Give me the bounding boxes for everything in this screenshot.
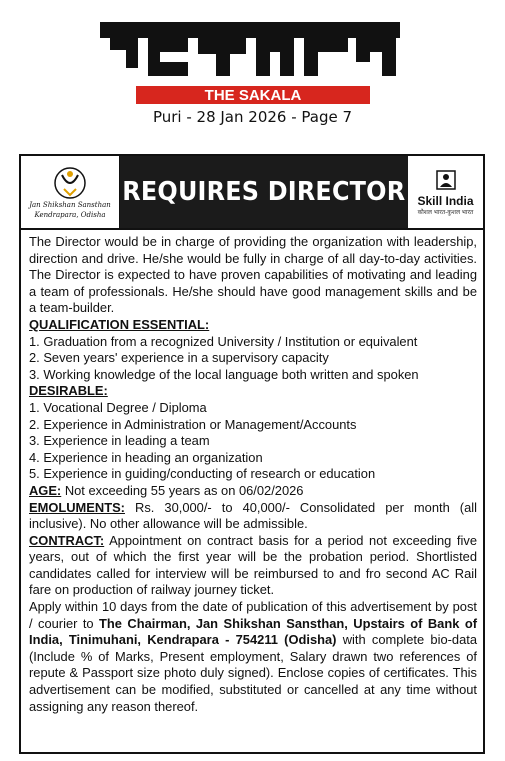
age-label: AGE: bbox=[29, 482, 62, 498]
emoluments-label: EMOLUMENTS: bbox=[29, 499, 125, 515]
contract-line bbox=[29, 533, 477, 599]
age-text: Not exceeding 55 years as on 06/02/2026 bbox=[61, 482, 304, 498]
edition-line: Puri - 28 Jan 2026 - Page 7 bbox=[152, 108, 353, 126]
org-logo bbox=[21, 156, 120, 228]
desirable-list bbox=[29, 400, 477, 483]
list-item: 5. Experience in guiding/conducting of research or education bbox=[29, 466, 376, 482]
apply-details: with complete bio-data (Include % of Marks, Present employment, Salary drawn two references of repute & Passport size photo duly signed). Enclose copies of certificates. This advertisement can be modified, substituted or cancelled at any time without assigning any reason thereof. bbox=[29, 632, 477, 714]
contract-label: CONTRACT: bbox=[29, 532, 105, 548]
age-line bbox=[29, 483, 477, 500]
ad-title-band bbox=[120, 156, 408, 228]
apply-paragraph bbox=[29, 599, 477, 715]
newspaper-masthead bbox=[0, 0, 505, 130]
apply-address: The Chairman, Jan Shikshan Sansthan, Upstairs of Bank of India, Tinimuhani, Kendrapara - 754211 (Odisha) bbox=[29, 615, 477, 648]
list-item: 2. Experience in Administration or Management/Accounts bbox=[29, 416, 357, 432]
skill-india-icon bbox=[435, 169, 457, 191]
list-item: 1. Graduation from a recognized University / Institution or equivalent bbox=[29, 333, 418, 349]
skill-india-tagline: कौशल भारत-कुशल भारत bbox=[417, 209, 474, 216]
ad-header bbox=[21, 156, 483, 230]
list-item: 1. Vocational Degree / Diploma bbox=[29, 399, 207, 415]
list-item: 2. Seven years' experience in a supervisory capacity bbox=[29, 350, 329, 366]
org-place: Kendrapara, Odisha bbox=[34, 211, 106, 219]
intro-text: The Director would be in charge of providing the organization with leadership, direction and drive. He/she would be fully in charge of all day-to-day activities. The Director is expected to have proven capabilities of motivating and leading a team of professionals. He/she should have good management skills and be a team-builder. bbox=[29, 234, 477, 316]
emoluments-line bbox=[29, 500, 477, 533]
org-name: Jan Shikshan Sansthan bbox=[29, 201, 111, 209]
skill-india-logo bbox=[408, 156, 483, 228]
jss-emblem-icon bbox=[50, 165, 90, 201]
qualification-heading: QUALIFICATION ESSENTIAL: bbox=[29, 316, 210, 332]
qualification-list bbox=[29, 334, 477, 384]
skill-india-name: Skill India bbox=[417, 193, 474, 208]
ad-title: REQUIRES DIRECTOR bbox=[122, 177, 406, 207]
brand-en: THE SAKALA bbox=[204, 87, 302, 104]
contract-text: Appointment on contract basis for a period not exceeding five years, out of which the first year will be the probation period. Shortlisted candidates called for interview will be reimbursed to and fro second AC Rail fare on production of railway journey ticket. bbox=[29, 532, 477, 598]
list-item: 4. Experience in heading an organization bbox=[29, 449, 263, 465]
list-item: 3. Experience in leading a team bbox=[29, 433, 210, 449]
apply-intro: Apply within 10 days from the date of publication of this advertisement by post / courier to bbox=[29, 599, 477, 631]
sakala-logo bbox=[100, 8, 405, 106]
job-advertisement bbox=[19, 154, 485, 754]
emoluments-text: Rs. 30,000/- to 40,000/- Consolidated per month (all inclusive). No other allowance will be admissible. bbox=[29, 499, 477, 532]
list-item: 3. Working knowledge of the local language both written and spoken bbox=[29, 366, 419, 382]
ad-body bbox=[29, 234, 477, 715]
desirable-heading: DESIRABLE: bbox=[29, 383, 108, 399]
